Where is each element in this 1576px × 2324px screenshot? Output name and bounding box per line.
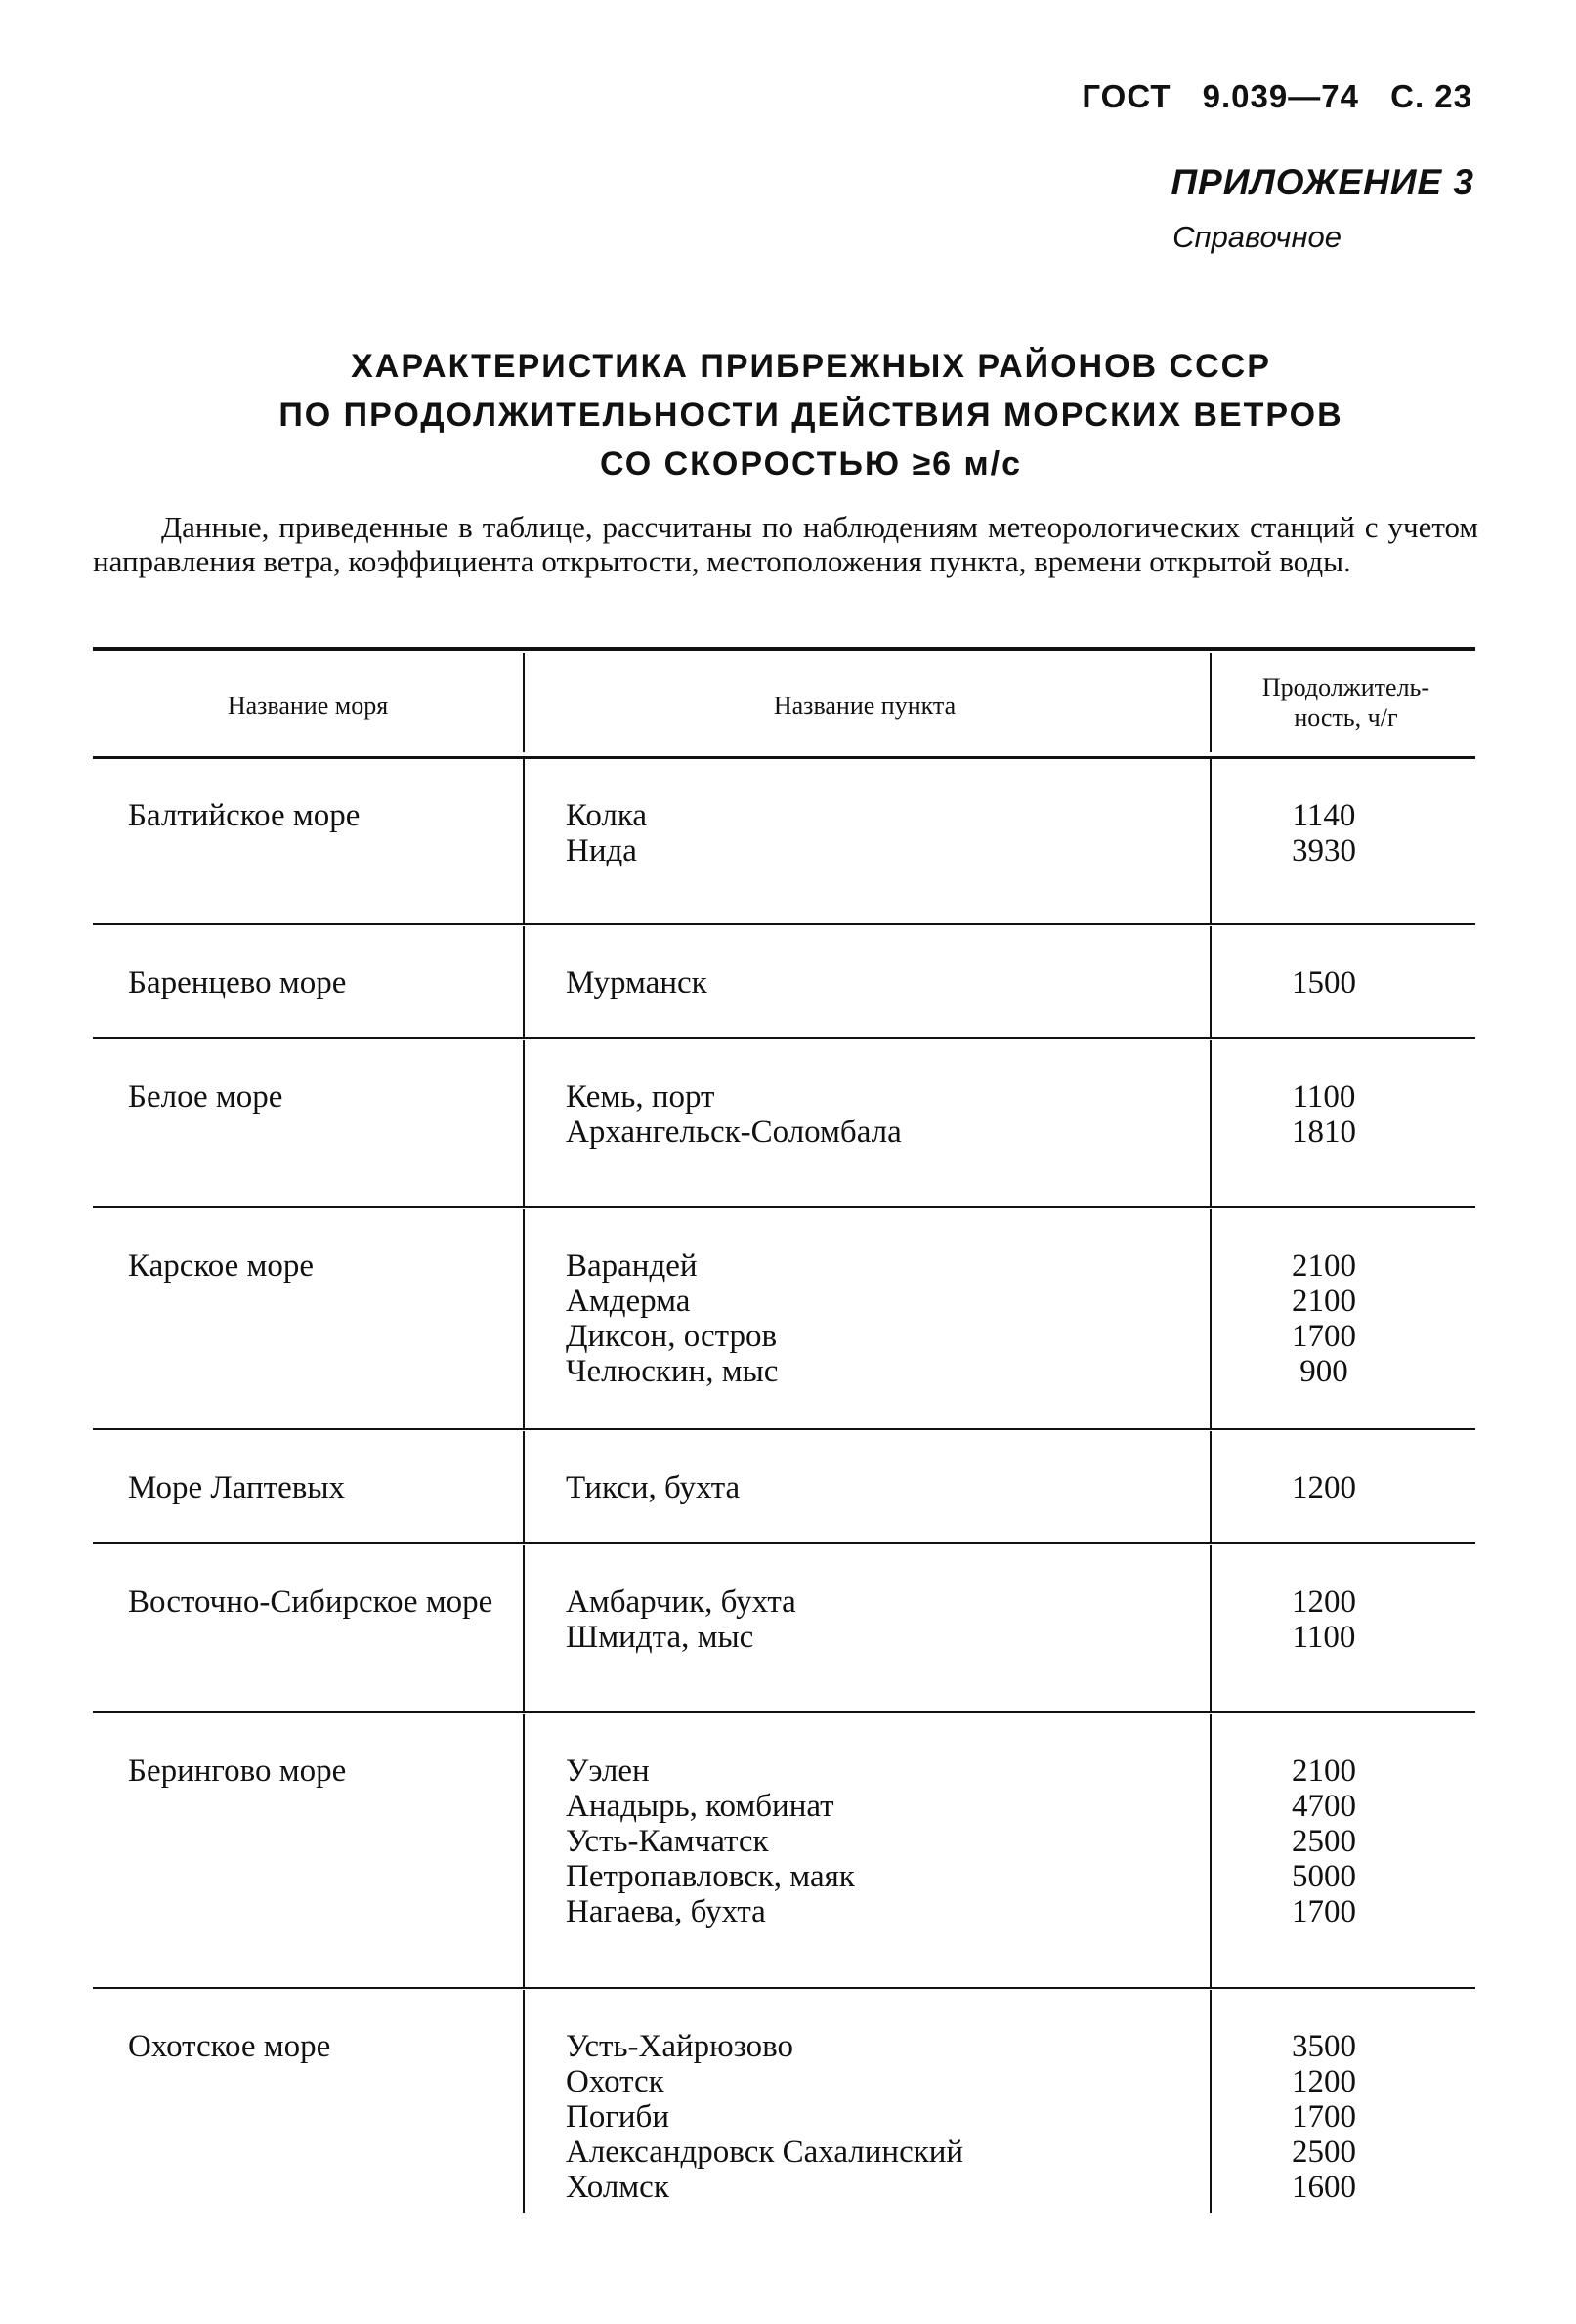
- column-divider-2: [1210, 1990, 1212, 2213]
- row-separator: [93, 1037, 1475, 1039]
- column-header-sea: Название моря: [227, 692, 389, 720]
- table-row: [93, 1040, 1475, 1206]
- title-line-2: ПО ПРОДОЛЖИТЕЛЬНОСТИ ДЕЙСТВИЯ МОРСКИХ ВЕТРОВ: [278, 397, 1343, 434]
- column-divider-2: [1210, 1209, 1212, 1428]
- table-row: [93, 759, 1475, 923]
- duration-value: 1200: [1292, 1585, 1356, 1620]
- duration-values-cell: [1216, 1079, 1431, 1150]
- intro-paragraph: Данные, приведенные в таблице, рассчитаны по наблюдениям метеорологических станций с учетом направления ветра, коэффициента открытости, местоположения пункта, времени открытой воды.: [93, 510, 1478, 578]
- page-number: С. 23: [1390, 78, 1472, 114]
- column-divider-1: [523, 1209, 525, 1428]
- point-name: Варандей: [566, 1248, 698, 1284]
- duration-value: 3500: [1292, 2029, 1356, 2064]
- point-names-cell: [566, 1470, 740, 1505]
- point-name: Погиби: [566, 2099, 669, 2134]
- table-row: [93, 1990, 1475, 2213]
- column-divider-2: [1210, 759, 1212, 923]
- row-separator: [93, 923, 1475, 925]
- duration-values-cell: [1216, 1754, 1431, 1929]
- duration-values-cell: [1216, 1585, 1431, 1655]
- point-names-cell: [566, 1079, 902, 1150]
- column-divider-2: [1210, 1545, 1212, 1711]
- title-line-3: СО СКОРОСТЬЮ ≥6 м/с: [600, 445, 1022, 483]
- point-name: Амбарчик, бухта: [566, 1585, 796, 1620]
- point-name: Холмск: [566, 2170, 669, 2205]
- point-name: Петропавловск, маяк: [566, 1859, 855, 1894]
- column-divider-1: [523, 1714, 525, 1987]
- duration-value: 1810: [1292, 1115, 1356, 1150]
- duration-value: 2500: [1292, 1824, 1356, 1859]
- duration-values-cell: [1216, 965, 1431, 1000]
- duration-value: 1140: [1292, 798, 1356, 833]
- point-name: Анадырь, комбинат: [566, 1789, 834, 1824]
- column-divider-1: [523, 1990, 525, 2213]
- point-name: Колка: [566, 798, 648, 833]
- point-name: Мурманск: [566, 965, 707, 1000]
- sea-name-cell: Берингово море: [128, 1754, 347, 1789]
- point-name: Усть-Хайрюзово: [566, 2029, 793, 2064]
- point-names-cell: [566, 798, 647, 868]
- point-name: Нида: [566, 833, 637, 868]
- point-names-cell: [566, 965, 707, 1000]
- duration-values-cell: [1216, 1470, 1431, 1505]
- row-separator: [93, 1987, 1475, 1989]
- duration-value: 1100: [1292, 1620, 1356, 1655]
- point-name: Охотск: [566, 2064, 664, 2099]
- point-name: Амдерма: [566, 1284, 691, 1319]
- point-name: Кемь, порт: [566, 1079, 715, 1115]
- table-row: [93, 1431, 1475, 1542]
- row-separator: [93, 1711, 1475, 1713]
- column-header-duration-line2: ность, ч/г: [1294, 703, 1398, 732]
- row-separator: [93, 1542, 1475, 1544]
- sea-name-cell: Белое море: [128, 1079, 283, 1115]
- column-header-duration-line1: Продолжитель-: [1261, 673, 1430, 701]
- document-title: [93, 342, 1529, 488]
- page-header: [1060, 78, 1472, 115]
- duration-value: 900: [1299, 1354, 1348, 1389]
- column-header-duration: [1216, 672, 1475, 733]
- column-divider-2: [1210, 1040, 1212, 1206]
- point-names-cell: [566, 2029, 963, 2205]
- point-names-cell: [566, 1754, 855, 1929]
- duration-value: 1600: [1292, 2170, 1356, 2205]
- sea-name-cell: Восточно-Сибирское море: [128, 1585, 493, 1620]
- duration-value: 2100: [1292, 1248, 1356, 1284]
- column-header-point: Название пункта: [773, 692, 957, 720]
- point-name: Нагаева, бухта: [566, 1894, 766, 1929]
- point-name: Диксон, остров: [566, 1319, 778, 1354]
- point-name: Александровск Сахалинский: [566, 2134, 964, 2170]
- point-name: Архангельск-Соломбала: [566, 1115, 902, 1150]
- point-name: Уэлен: [566, 1754, 650, 1789]
- point-name: Шмидта, мыс: [566, 1620, 754, 1655]
- point-names-cell: [566, 1585, 796, 1655]
- duration-value: 1100: [1292, 1079, 1356, 1115]
- point-name: Усть-Камчатск: [566, 1824, 769, 1859]
- table-row: [93, 1209, 1475, 1428]
- row-separator: [93, 1428, 1475, 1430]
- duration-value: 1500: [1292, 965, 1356, 1000]
- duration-value: 4700: [1292, 1789, 1356, 1824]
- table-header-divider-1: [523, 653, 525, 752]
- duration-value: 1700: [1292, 1894, 1356, 1929]
- appendix-type: Справочное: [1172, 220, 1342, 254]
- point-names-cell: [566, 1248, 778, 1389]
- duration-values-cell: [1216, 798, 1431, 868]
- table-row: [93, 926, 1475, 1037]
- sea-name-cell: Баренцево море: [128, 965, 347, 1000]
- table-row: [93, 1545, 1475, 1711]
- duration-value: 5000: [1292, 1859, 1356, 1894]
- appendix-label: ПРИЛОЖЕНИЕ 3: [1171, 162, 1474, 202]
- duration-value: 3930: [1292, 833, 1356, 868]
- title-line-1: ХАРАКТЕРИСТИКА ПРИБРЕЖНЫХ РАЙОНОВ СССР: [351, 348, 1271, 385]
- column-divider-2: [1210, 926, 1212, 1037]
- duration-value: 1200: [1292, 1470, 1356, 1505]
- standard-label: ГОСТ: [1082, 78, 1171, 114]
- row-separator: [93, 1206, 1475, 1208]
- sea-name-cell: Море Лаптевых: [128, 1470, 345, 1505]
- table-top-rule: [93, 647, 1475, 651]
- duration-value: 1700: [1292, 1319, 1356, 1354]
- sea-name-cell: Охотское море: [128, 2029, 331, 2064]
- column-divider-1: [523, 759, 525, 923]
- duration-value: 1700: [1292, 2099, 1356, 2134]
- duration-value: 2100: [1292, 1284, 1356, 1319]
- column-divider-2: [1210, 1714, 1212, 1987]
- sea-name-cell: Балтийское море: [128, 798, 361, 833]
- duration-value: 2500: [1292, 2134, 1356, 2170]
- column-divider-1: [523, 926, 525, 1037]
- column-divider-1: [523, 1545, 525, 1711]
- point-name: Челюскин, мыс: [566, 1354, 779, 1389]
- table-header-divider-2: [1210, 653, 1212, 752]
- column-divider-2: [1210, 1431, 1212, 1542]
- duration-value: 1200: [1292, 2064, 1356, 2099]
- standard-number: 9.039—74: [1202, 78, 1359, 114]
- duration-values-cell: [1216, 1248, 1431, 1389]
- point-name: Тикси, бухта: [566, 1470, 741, 1505]
- sea-name-cell: Карское море: [128, 1248, 315, 1284]
- duration-value: 2100: [1292, 1754, 1356, 1789]
- column-divider-1: [523, 1431, 525, 1542]
- table-row: [93, 1714, 1475, 1987]
- column-divider-1: [523, 1040, 525, 1206]
- duration-values-cell: [1216, 2029, 1431, 2205]
